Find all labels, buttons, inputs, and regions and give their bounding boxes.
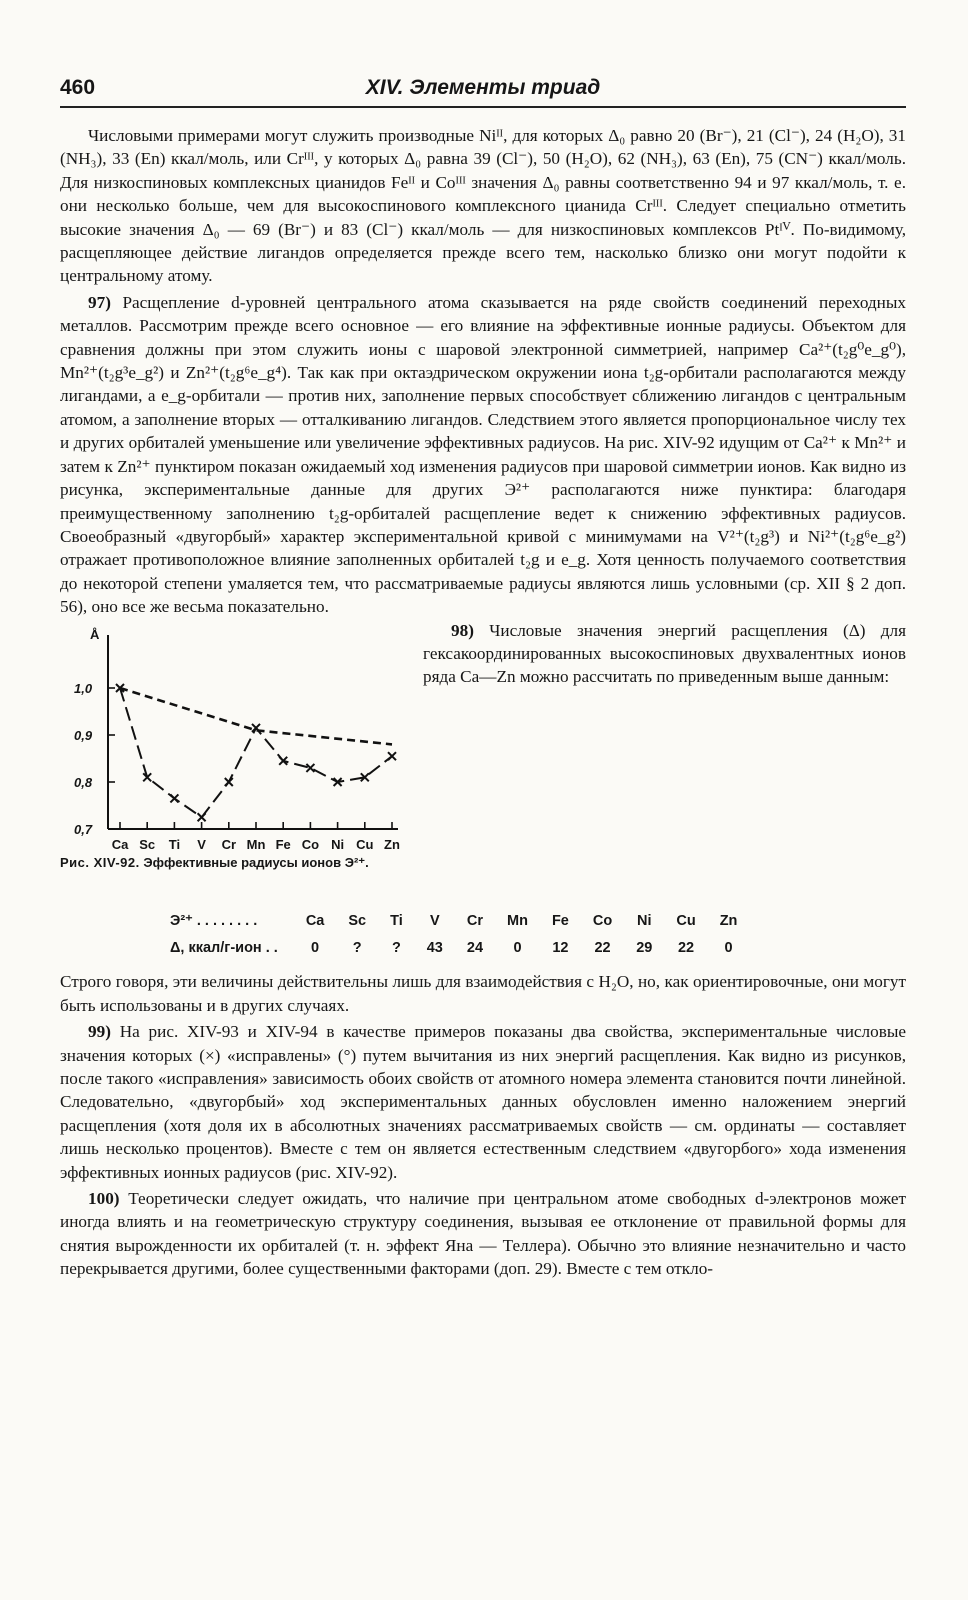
table-cell-ion: Mn: [507, 912, 528, 929]
row-label: Δ, ккал/г-ион . .: [170, 939, 278, 956]
row-label: Э²⁺ . . . . . . . .: [170, 912, 258, 929]
caption-text: Эффективные радиусы ионов Э²⁺.: [143, 854, 369, 870]
paragraph-text: Расщепление d-уровней центрального атома сказывается на ряде свойств соединений переходных металлов. Рассмотрим прежде всего основное — его влияние на эффективные ионные радиусы. Объектом для сравнения должны при этом служить ионы с шаровой электронной симметрией, например Ca²⁺(t₂g⁰e_g⁰), Mn²⁺(t₂g³e_g²) и Zn²⁺(t₂g⁶e_g⁴). Так как при октаэдрическом окружении иона t₂g-орбитали располагаются между лигандами, а e_g-орбитали — против них, заполнение первых способствует сближению лигандов с центральным атомом, а заполнение вторых — отталкиванию лигандов. Следствием этого является пропорциональное числу тех и других орбиталей уменьшение или увеличение эффективных радиусов. На рис. XIV-92 идущим от Ca²⁺ к Mn²⁺ и затем к Zn²⁺ пунктиром показан ожидаемый ход изменения радиусов при шаровой симметрии ионов. Как видно из рисунка, экспериментальные данные для других Э²⁺ располагаются ниже пунктира: благодаря преимущественному заполнению t₂g-орбиталей расщепление ведет к снижению эффективных радиусов. Своеобразный «двугорбый» характер экспериментальной кривой с минимумами на V²⁺(t₂g³) и Ni²⁺(t₂g⁶e_g²) отражает противоположное влияние заполненных орбиталей t₂g и e_g. Хотя ценность получаемого соответствия до некоторой степени умаляется тем, что рассматриваемые радиусы являются лишь условными (ср. XII § 2 доп. 56), оно все же весьма показательно.: [60, 292, 906, 617]
x-tick-label: Zn: [384, 836, 400, 852]
paragraph: [60, 1020, 906, 1184]
page-body: [60, 124, 906, 1281]
table-cell-ion: Cu: [676, 912, 696, 929]
table-cell-delta: 22: [594, 939, 611, 956]
table-cell-delta: 12: [552, 939, 569, 956]
table-cell-ion: V: [429, 912, 440, 929]
caption-label: Рис. XIV-92.: [60, 854, 140, 870]
x-tick-label: Ca: [111, 836, 129, 852]
table-cell-delta: 0: [724, 939, 733, 956]
table-cell-delta: 24: [466, 939, 484, 956]
y-tick-label: 1,0: [74, 680, 93, 696]
x-tick-label: V: [197, 836, 206, 852]
x-tick-label: Co: [301, 836, 320, 852]
table-cell-delta: 29: [636, 939, 653, 956]
y-axis-unit: Å: [90, 626, 100, 642]
x-tick-label: Cr: [221, 836, 237, 852]
table-cell-delta: 22: [677, 939, 695, 956]
paragraph-text: На рис. XIV-93 и XIV-94 в качестве примеров показаны два свойства, экспериментальные числовые значения которых (×) «исправлены» (°) путем вычитания из них энергий расщепления. Как видно из рисунков, после такого «исправления» зависимость обоих свойств от атомного номера элемента становится почти линейной. Следовательно, «двугорбый» ход экспериментальных данных обусловлен именно наложением энергий расщепления (хотя доля их в абсолютных значениях рассматриваемых свойств — см. ординаты — составляет лишь несколько процентов). Вместе с тем он является естественным следствием «двугорбого» хода изменения эффективных ионных радиусов (рис. XIV-92).: [60, 1022, 906, 1182]
y-tick-label: 0,8: [74, 774, 93, 790]
table-cell-ion: Ni: [637, 912, 652, 929]
chart-svg: [60, 619, 405, 855]
y-tick-label: 0,7: [74, 821, 93, 837]
splitting-energy-table: [170, 908, 749, 963]
expected-radius-line: [120, 688, 392, 744]
x-tick-label: Ti: [168, 836, 181, 852]
table-cell-delta: ?: [391, 939, 401, 956]
item-number: 100): [88, 1189, 120, 1208]
page-number: 460: [60, 76, 96, 99]
item-number: 99): [88, 1022, 111, 1042]
paragraph: [60, 1187, 906, 1281]
table-cell-ion: Ca: [305, 912, 325, 929]
figure-xiv-92: [60, 619, 405, 906]
paragraph-text: Числовые значения энергий расщепления (Δ) для гексакоординированных высокоспиновых двухвалентных ионов ряда Ca—Zn можно рассчитать по приведенным выше данным:: [423, 620, 907, 687]
table-cell-ion: Zn: [719, 912, 738, 929]
paragraph: Строго говоря, эти величины действительны лишь для взаимодействия с H₂O, но, как ориентировочные, они могут быть использованы и в других случаях.: [60, 972, 906, 1015]
table-row-ions: [170, 908, 749, 935]
running-title: XIV. Элементы триад: [365, 76, 601, 99]
item-number: 98): [451, 620, 474, 640]
x-tick-label: Sc: [139, 836, 156, 852]
table-cell-delta: 0: [513, 939, 522, 956]
paragraph: [60, 291, 906, 619]
table-cell-delta: 43: [426, 939, 443, 956]
running-header: [60, 76, 906, 108]
paragraph: Числовыми примерами могут служить производные Niᴵᴵ, для которых Δ₀ равно 20 (Br⁻), 21 (Cl⁻), 24 (H₂O), 31 (NH₃), 33 (En) ккал/моль, или Crᴵᴵᴵ, у которых Δ₀ равна 39 (Cl⁻), 50 (H₂O), 62 (NH₃), 63 (En), 75 (CN⁻) ккал/моль. Для низкоспиновых комплексных цианидов Feᴵᴵ и Coᴵᴵᴵ значения Δ₀ равны соответственно 94 и 97 ккал/моль, т. е. они несколько больше, чем для высокоспинового комплексного цианида Crᴵᴵᴵ. Следует специально отметить высокие значения Δ₀ — 69 (Br⁻) и 83 (Cl⁻) ккал/моль — для низкоспиновых комплексов Ptᴵⱽ. По-видимому, расщепляющее действие лигандов определяется прежде всего тем, насколько близко они могут подойти к центральному атому.: [60, 126, 906, 286]
data-point-marker: [225, 778, 233, 786]
table-cell-ion: Co: [592, 912, 613, 929]
table-cell-delta: ?: [352, 939, 362, 956]
table-cell-delta: 0: [311, 939, 320, 956]
x-tick-label: Ni: [331, 836, 345, 852]
x-tick-label: Fe: [275, 836, 291, 852]
data-point-marker: [198, 813, 206, 821]
table-cell-ion: Sc: [348, 912, 367, 929]
figure-caption: [60, 855, 405, 871]
table-cell-ion: Fe: [551, 912, 569, 929]
data-point-marker: [388, 752, 396, 760]
x-tick-label: Cu: [356, 836, 374, 852]
table-row-delta: [170, 935, 749, 962]
data-point-marker: [252, 723, 260, 731]
paragraph-text: Теоретически следует ожидать, что наличие при центральном атоме свободных d-электронов может иногда влиять и на геометрическую структуру соединения, вызывая ее отклонение от правильной формы для снятия вырожденности их орбиталей (т. н. эффект Яна — Теллера). Обычно это влияние незначительно и часто перекрывается другими, более существенными факторами (доп. 29). Вместе с тем откло-: [60, 1189, 907, 1279]
table-cell-ion: Ti: [390, 912, 403, 929]
y-tick-label: 0,9: [74, 727, 93, 743]
experimental-radius-line: [120, 688, 392, 817]
table-cell-ion: Cr: [466, 912, 483, 929]
data-point-marker: [170, 794, 178, 802]
x-tick-label: Mn: [246, 836, 266, 852]
item-number: 97): [88, 292, 111, 312]
